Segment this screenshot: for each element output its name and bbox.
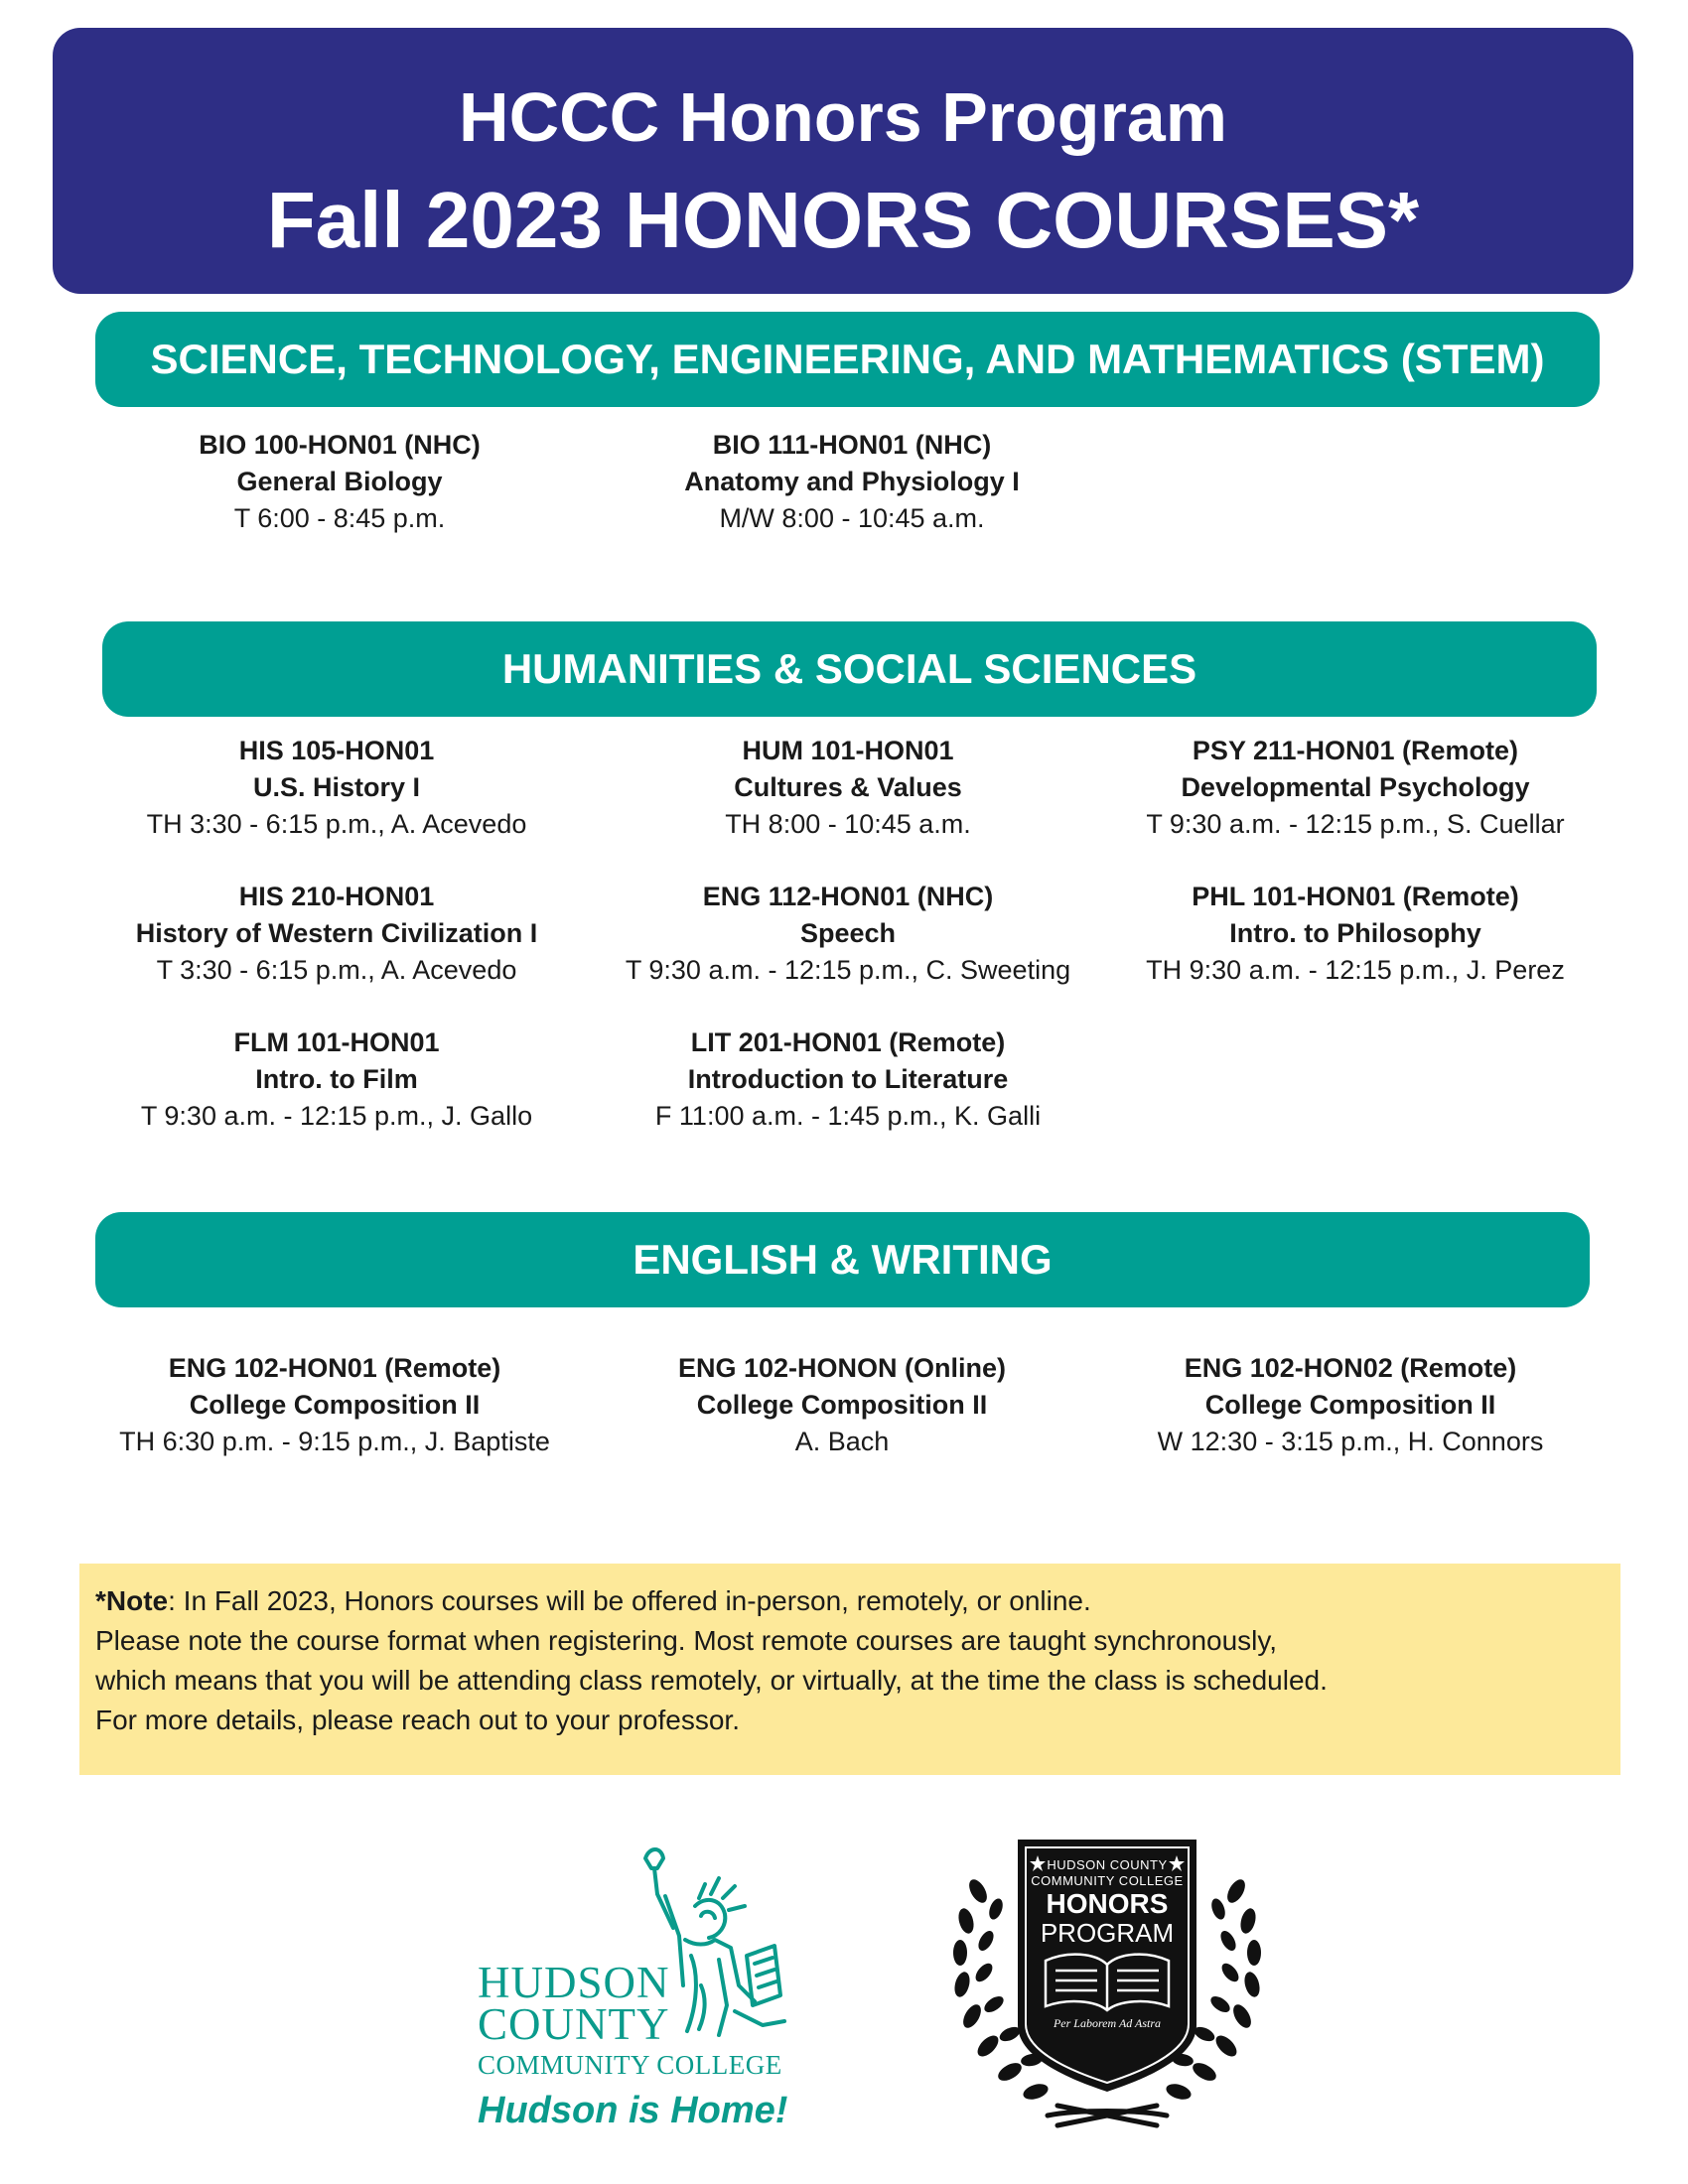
note-text: : In Fall 2023, Honors courses will be offered in-person, remotely, or online. [168,1585,1091,1616]
course-title: Intro. to Film [255,1064,418,1094]
course-card [59,1024,615,1135]
section-heading-humanities: HUMANITIES & SOCIAL SCIENCES [102,621,1597,717]
course-title: History of Western Civilization I [135,918,538,948]
course-schedule: T 9:30 a.m. - 12:15 p.m., C. Sweeting [625,955,1071,985]
course-schedule: TH 8:00 - 10:45 a.m. [725,809,971,839]
course-title: College Composition II [1204,1390,1496,1420]
course-card [570,733,1126,843]
course-card [1072,1350,1628,1460]
seal-text: HUDSON COUNTY [1047,1857,1168,1872]
course-code: ENG 102-HON01 (Remote) [168,1353,501,1383]
section-heading-stem: SCIENCE, TECHNOLOGY, ENGINEERING, AND MATHEMATICS (STEM) [95,312,1600,407]
course-schedule: A. Bach [794,1427,890,1456]
seal-text: COMMUNITY COLLEGE [1031,1873,1184,1888]
tagline: Hudson is Home! [478,2090,788,2131]
course-schedule: T 3:30 - 6:15 p.m., A. Acevedo [156,955,517,985]
course-title: Speech [799,918,897,948]
course-title: U.S. History I [252,772,421,802]
course-card [1077,733,1633,843]
course-card [62,427,618,537]
course-title: Intro. to Philosophy [1229,918,1481,948]
course-title: Developmental Psychology [1181,772,1530,802]
course-code: HUM 101-HON01 [742,736,954,765]
seal-text: HONORS [1046,1888,1169,1919]
course-title: College Composition II [696,1390,988,1420]
college-name: COUNTY [478,1999,670,2049]
course-code: PHL 101-HON01 (Remote) [1192,882,1519,911]
course-code: ENG 102-HONON (Online) [677,1353,1007,1383]
course-code: ENG 102-HON02 (Remote) [1184,1353,1517,1383]
course-card [574,427,1130,537]
note-text: Please note the course format when registering. Most remote courses are taught synchronously, [95,1625,1278,1656]
course-card [570,1024,1126,1135]
note-text: which means that you will be attending class remotely, or virtually, at the time the class is scheduled. [95,1665,1328,1696]
course-schedule: TH 9:30 a.m. - 12:15 p.m., J. Perez [1146,955,1565,985]
section-heading-english: ENGLISH & WRITING [95,1212,1590,1307]
course-code: LIT 201-HON01 (Remote) [690,1027,1006,1057]
format-note [79,1564,1620,1775]
course-card [570,879,1126,989]
course-code: HIS 105-HON01 [238,736,435,765]
course-schedule: T 9:30 a.m. - 12:15 p.m., J. Gallo [140,1101,533,1131]
course-code: HIS 210-HON01 [238,882,435,911]
course-schedule: T 9:30 a.m. - 12:15 p.m., S. Cuellar [1146,809,1565,839]
seal-motto: Per Laborem Ad Astra [1053,2016,1162,2030]
college-name: HUDSON [478,1958,670,2007]
note-label: *Note [95,1585,169,1616]
college-name: COMMUNITY COLLEGE [478,2050,782,2080]
course-schedule: F 11:00 a.m. - 1:45 p.m., K. Galli [654,1101,1042,1131]
course-schedule: W 12:30 - 3:15 p.m., H. Connors [1157,1427,1544,1456]
course-schedule: T 6:00 - 8:45 p.m. [233,503,446,533]
course-schedule: TH 6:30 p.m. - 9:15 p.m., J. Baptiste [119,1427,550,1456]
course-title: Introduction to Literature [687,1064,1009,1094]
honors-seal [938,1822,1276,2149]
note-text: For more details, please reach out to your professor. [95,1705,740,1735]
seal-text: PROGRAM [1040,1918,1175,1948]
course-schedule: TH 3:30 - 6:15 p.m., A. Acevedo [146,809,527,839]
page-title: Fall 2023 HONORS COURSES* [266,176,1420,264]
course-title: College Composition II [189,1390,481,1420]
course-title: Cultures & Values [734,772,962,802]
course-card [59,733,615,843]
course-card [1077,879,1633,989]
course-card [59,879,615,989]
course-title: Anatomy and Physiology I [684,467,1020,496]
course-code: PSY 211-HON01 (Remote) [1192,736,1519,765]
course-code: BIO 100-HON01 (NHC) [199,430,481,460]
course-title: General Biology [236,467,443,496]
course-code: ENG 112-HON01 (NHC) [702,882,994,911]
program-title: HCCC Honors Program [459,78,1227,156]
course-code: FLM 101-HON01 [233,1027,440,1057]
college-logo [457,1842,834,2139]
page-header [53,28,1633,294]
course-card [564,1350,1120,1460]
course-schedule: M/W 8:00 - 10:45 a.m. [719,503,985,533]
course-code: BIO 111-HON01 (NHC) [712,430,992,460]
course-card [57,1350,613,1460]
